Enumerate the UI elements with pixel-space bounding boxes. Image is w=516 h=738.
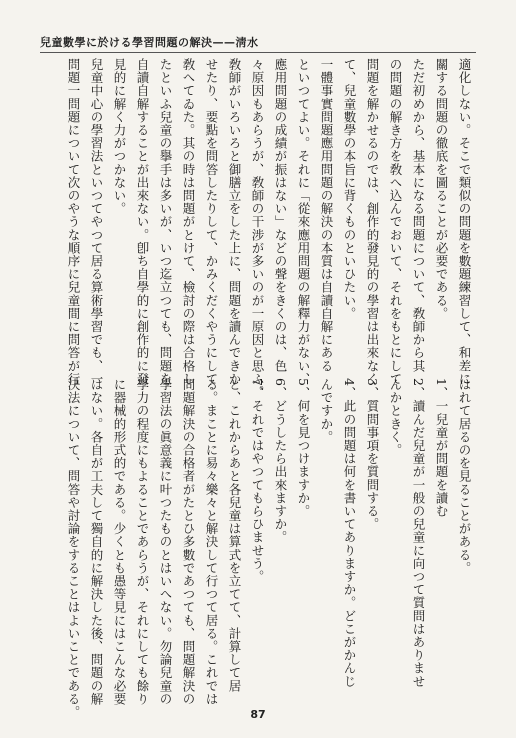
text-line: 敎へてゐた。其の時は問題がとけて、檢討の際は合格し (181, 58, 196, 386)
text-line: 決法について、問答や討論をすることはよいことである。 (66, 378, 81, 719)
text-line: 見的に解く力がつかない。 (112, 58, 127, 216)
text-line: る。まことに易々樂々と解決して行つて居る。これでは (204, 378, 219, 706)
text-line: て、兒童數學の本旨に背くものといひたい。 (342, 58, 357, 320)
text-line: 敎師がいろいろと御膳立をした上に、問題を讀んできか (227, 58, 242, 386)
text-line: 7、それではやつてもらひませう。 (250, 378, 265, 584)
text-line: んですか。 (319, 378, 334, 444)
text-line: 5、何を見つけますか。 (296, 378, 311, 518)
text-line: はない。各自が工夫して獨自的に解決した後、問題の解 (89, 378, 104, 706)
text-line: 6、どうしたら出來ますか。 (273, 378, 288, 544)
text-line: 問題解決の合格者がたとひ多數であつても、問題解決の (181, 378, 196, 706)
text-line: たといふ兒童の擧手は多いが、いつ迄立つても、問題を (158, 58, 173, 386)
text-line: 一體事實問題應用問題の解決の本質は自讀自解にある (319, 58, 334, 373)
text-line: んかときく。 (388, 378, 403, 457)
text-line: 適化しない。そこで類似の問題を數題練習して、和差に (457, 58, 472, 386)
text-line: 問題一問題について次のやうな順序に兒童間に問答が行 (66, 58, 81, 386)
text-line: 兒童中心の學習法といつてやつて居る算術學習でも、一 (89, 58, 104, 386)
text-line: に器械的形式的である。少くとも愚等見にはこんな必要 (112, 378, 127, 706)
text-line: 學力の程度にもよることであらうが、それにしても餘り (135, 378, 150, 706)
text-line: 自讀自解することが出來ない。卽ち自學的に創作的に發 (135, 58, 150, 386)
running-header: 兒童數學に於ける學習問題の解決——淸水 (40, 36, 259, 49)
text-line: 關する問題の徹底を圖ることが必要である。 (434, 58, 449, 320)
top-text-column (28, 58, 476, 399)
text-line: 4、此の問題は何を書いてありますか。どこがかんじ (342, 378, 357, 688)
header-rule (40, 52, 476, 53)
text-line: 問題を解かせるのでは、創作的發見的の學習は出來なく (365, 58, 380, 386)
text-line: の問題の解き方を敎へ込んでおいて、それをもとにして (388, 58, 403, 386)
text-line: といつてよい。それに「從來應用問題の解釋力がない、 (296, 58, 311, 386)
text-line: 應用問題の成績が振はない」などの聲をきくのは、色 (273, 58, 288, 373)
text-line: と、これからあと各兒童は算式を立てて、計算して居 (227, 378, 242, 693)
text-line: はれて居るのを見ることがある。 (457, 378, 472, 575)
text-line: ただ初めから、基本になる問題について、敎師から其 (411, 58, 426, 373)
text-line: 々原因もあらうが、敎師の干涉が多いのが一原因と思ふ。 (250, 58, 265, 399)
text-line: 1、一兒童が問題を讀む (434, 378, 449, 518)
text-line: 學習法の眞意義に叶つたものとはいへない。勿論兒童の (158, 378, 173, 706)
page-number: 87 (250, 708, 266, 721)
text-line: 2、讀んだ兒童が一般の兒童に向つて質問はありませ (411, 378, 426, 688)
text-line: せたり、要點を問答したりして、かみくだくやうにして (204, 58, 219, 386)
text-line: 3、質問事項を質問する。 (365, 378, 380, 531)
